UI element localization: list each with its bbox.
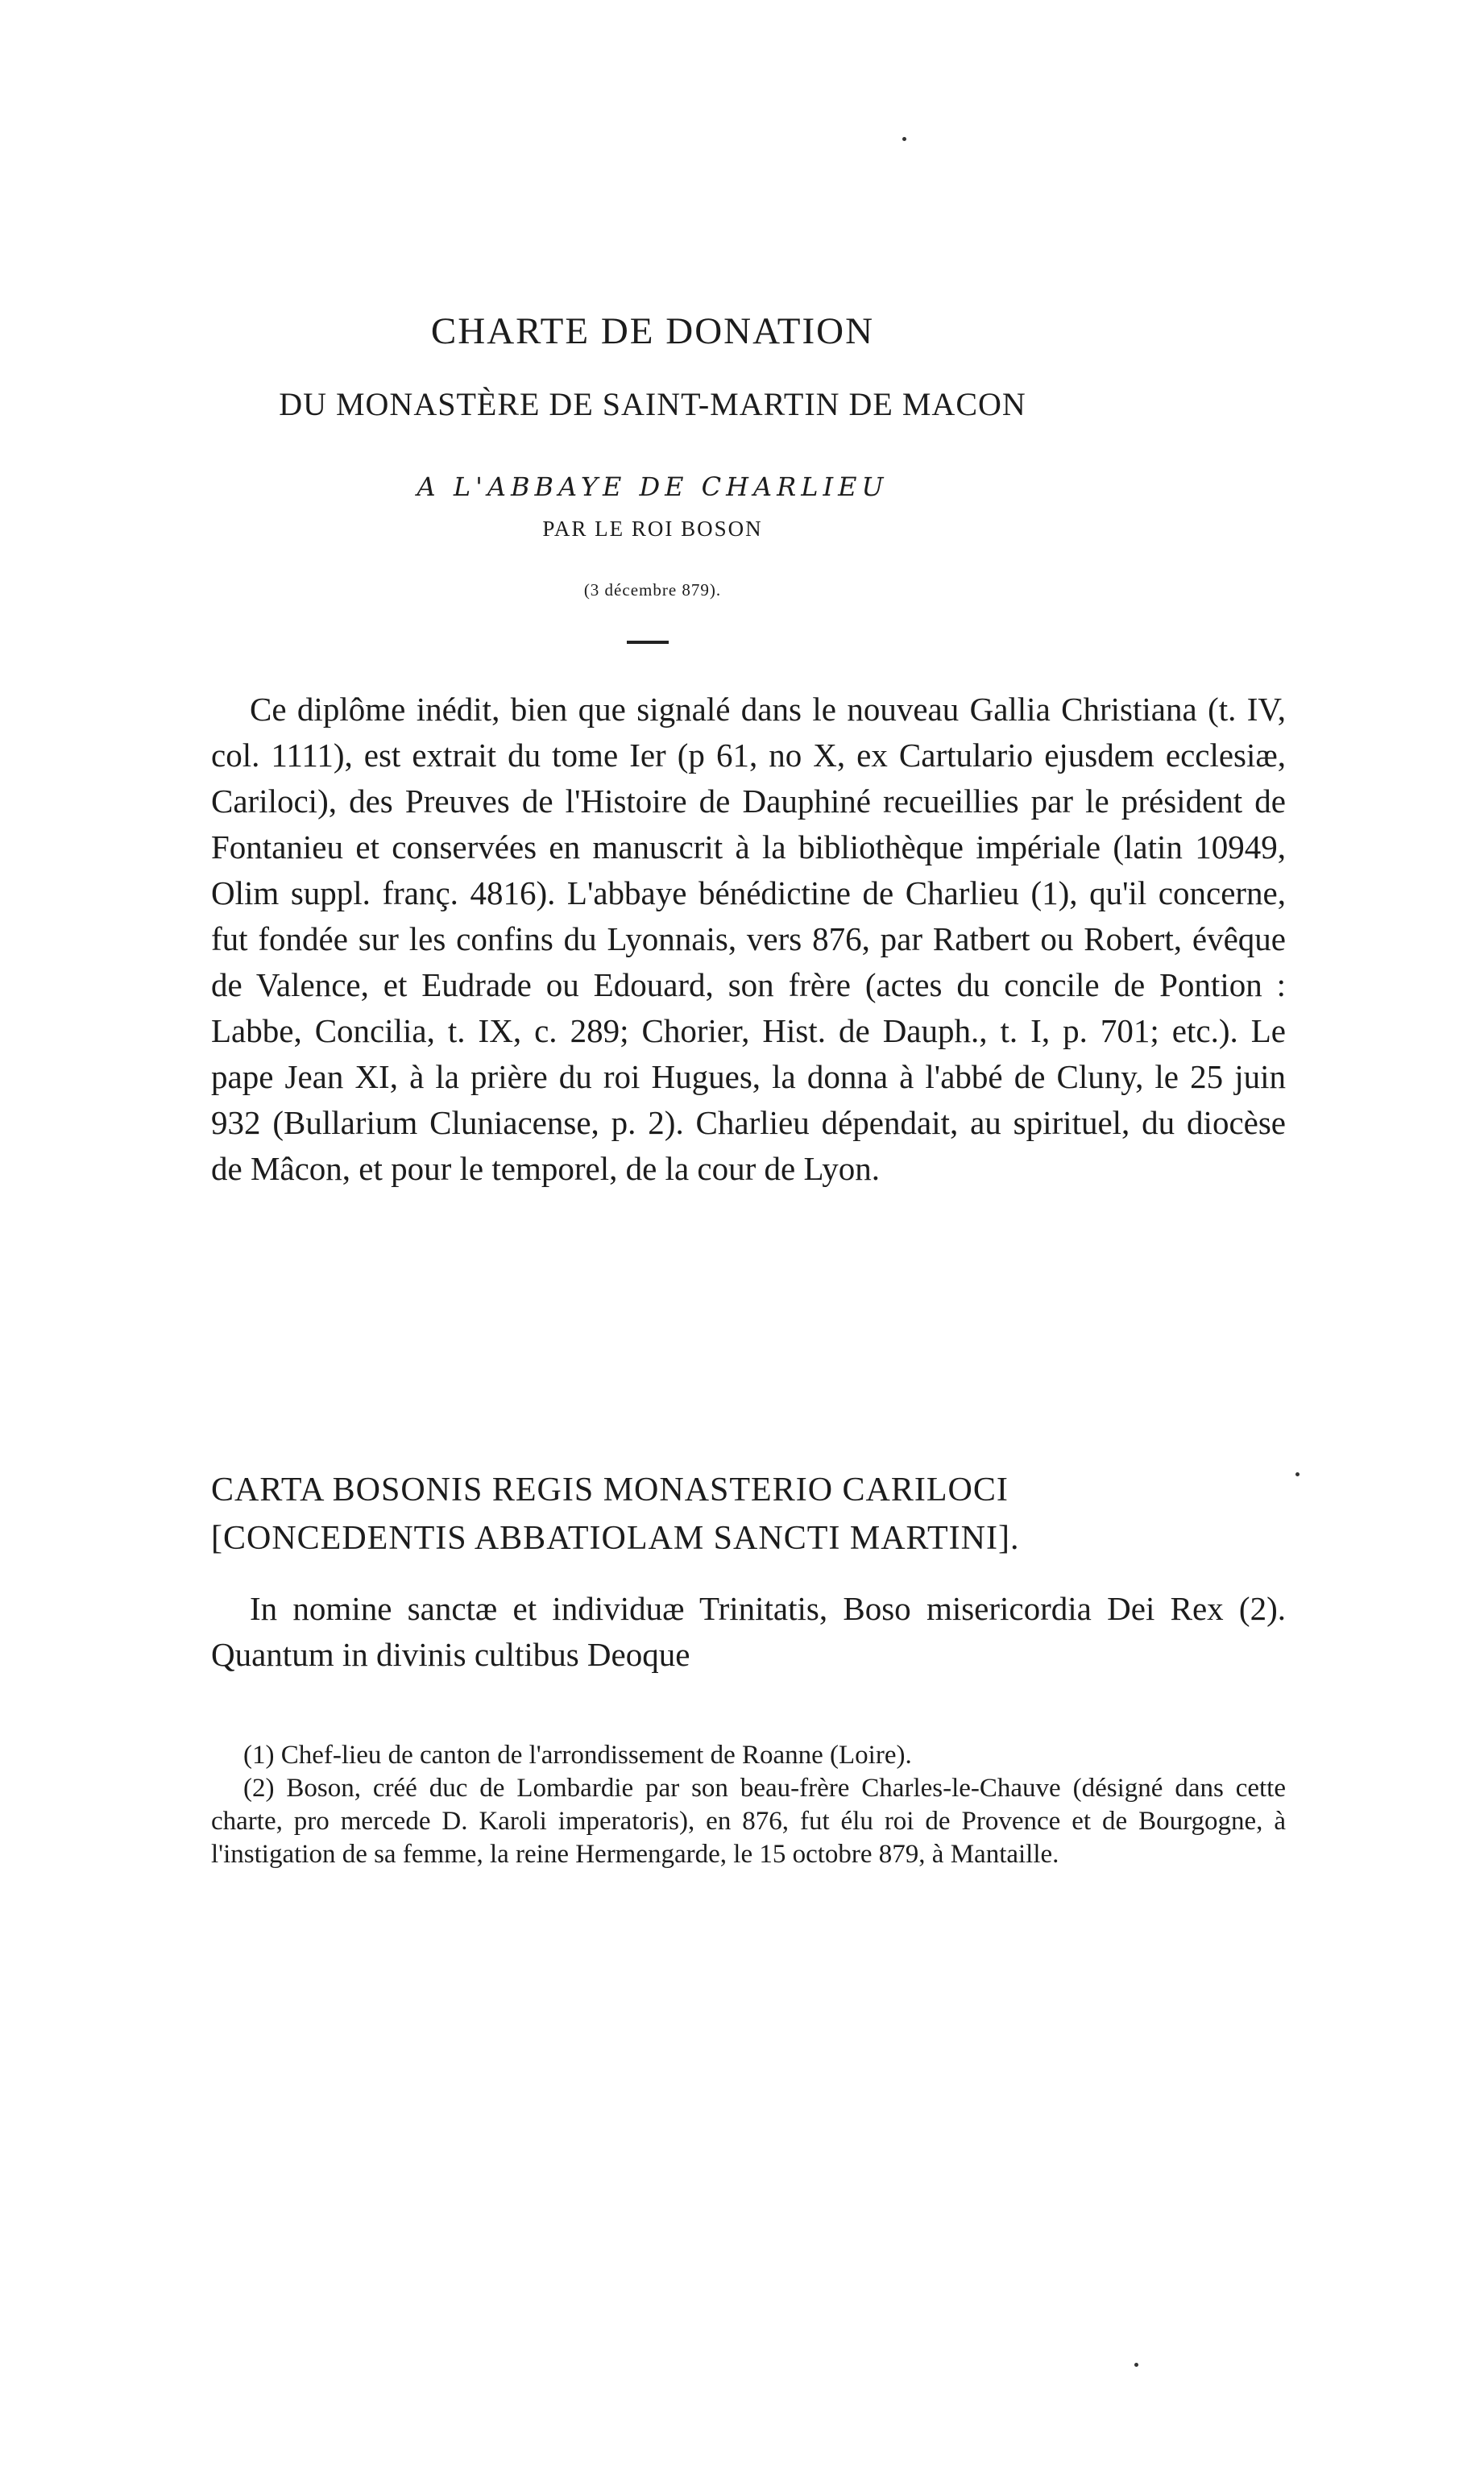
latin-charter-text: In nomine sanctæ et individuæ Trinitatis, Boso misericordia Dei Rex (2). Quantum in divinis cultibus Deoque <box>211 1590 1286 1673</box>
footnote-1: (1) Chef-lieu de canton de l'arrondissement de Roanne (Loire). <box>243 1741 912 1770</box>
scan-speck <box>1134 2363 1138 2367</box>
author-line: PAR LE ROI BOSON <box>542 517 763 541</box>
scan-speck <box>902 137 906 141</box>
scan-speck <box>1295 1472 1300 1476</box>
latin-heading-line-2: [CONCEDENTIS ABBATIOLAM SANCTI MARTINI]. <box>211 1520 1020 1557</box>
document-date: (3 décembre 879). <box>583 580 722 600</box>
intro-paragraph: Ce diplôme inédit, bien que signalé dans le nouveau Gallia Christiana (t. IV, col. 1111), est extrait du tome Ier (p 61, no X, ex Cartulario ejusdem ecclesiæ, Cariloci), des Preuves de l'Histoire de Dauphiné recueillies par le président de Fontanieu et conservées en manuscrit à la bibliothèque impériale (latin 10949, Olim suppl. franç. 4816). L'abbaye bénédictine de Charlieu (1), qu'il concerne, fut fondée sur les confins du Lyonnais, vers 876, par Ratbert ou Robert, évêque de Valence, et Eudrade ou Edouard, son frère (actes du concile de Pontion : Labbe, Concilia, t. IX, c. 289; Chorier, Hist. de Dauph., t. I, p. 701; etc.). Le pape Jean XI, à la prière du roi Hugues, la donna à l'abbé de Cluny, le 25 juin 932 (Bullarium Cluniacense, p. 2). Charlieu dépendait, au spirituel, du diocèse de Mâcon, et pour le temporel, de la cour de Lyon. <box>211 691 1286 1187</box>
section-divider <box>627 641 669 644</box>
decorative-abbey-line: A L'ABBAYE DE CHARLIEU <box>417 471 889 502</box>
footnotes <box>211 1739 1286 1871</box>
document-subtitle: DU MONASTÈRE DE SAINT-MARTIN DE MACON <box>279 386 1026 422</box>
footnote-2: (2) Boson, créé duc de Lombardie par son beau-frère Charles-le-Chauve (désigné dans cette charte, pro mercede D. Karoli imperatoris), en 876, fut élu roi de Provence et de Bourgogne, à l'instigation de sa femme, la reine Hermengarde, le 15 octobre 879, à Mantaille. <box>211 1774 1286 1869</box>
latin-heading-line-1: CARTA BOSONIS REGIS MONASTERIO CARILOCI <box>211 1472 1009 1509</box>
document-title: CHARTE DE DONATION <box>430 310 875 352</box>
